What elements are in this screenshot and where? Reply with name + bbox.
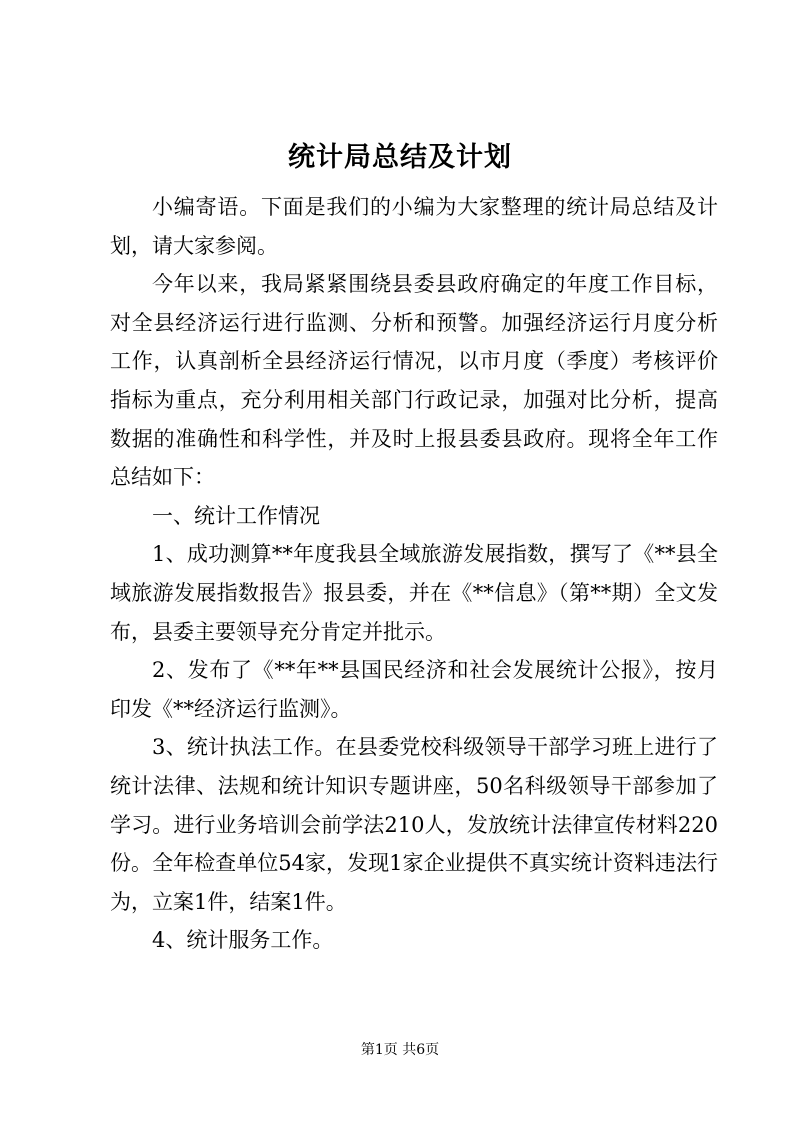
paragraph-item-3: 3、统计执法工作。在县委党校科级领导干部学习班上进行了统计法律、法规和统计知识专题讲座，50名科级领导干部参加了学习。进行业务培训会前学法210人，发放统计法律宣传材料220份。全年检查单位54家，发现1家企业提供不真实统计资料违法行为，立案1件，结案1件。: [110, 735, 718, 914]
section-heading: 一、统计工作情况: [152, 503, 320, 528]
paragraph-item-2: 2、发布了《**年**县国民经济和社会发展统计公报》，按月印发《**经济运行监测》。: [110, 658, 718, 721]
paragraph-intro: 小编寄语。下面是我们的小编为大家整理的统计局总结及计划，请大家参阅。: [110, 195, 718, 258]
document-title: 统计局总结及计划: [288, 142, 512, 173]
paragraph-item-1: 1、成功测算**年度我县全域旅游发展指数，撰写了《**县全域旅游发展指数报告》报县委，并在《**信息》（第**期）全文发布，县委主要领导充分肯定并批示。: [110, 542, 718, 644]
paragraph-item-4: 4、统计服务工作。: [152, 928, 334, 953]
document-body: [110, 188, 718, 960]
page-footer: 第1页 共6页: [360, 1042, 440, 1058]
paragraph-summary: 今年以来，我局紧紧围绕县委县政府确定的年度工作目标，对全县经济运行进行监测、分析和预警。加强经济运行月度分析工作，认真剖析全县经济运行情况，以市月度（季度）考核评价指标为重点，充分利用相关部门行政记录，加强对比分析，提高数据的准确性和科学性，并及时上报县委县政府。现将全年工作总结如下：: [110, 272, 718, 490]
